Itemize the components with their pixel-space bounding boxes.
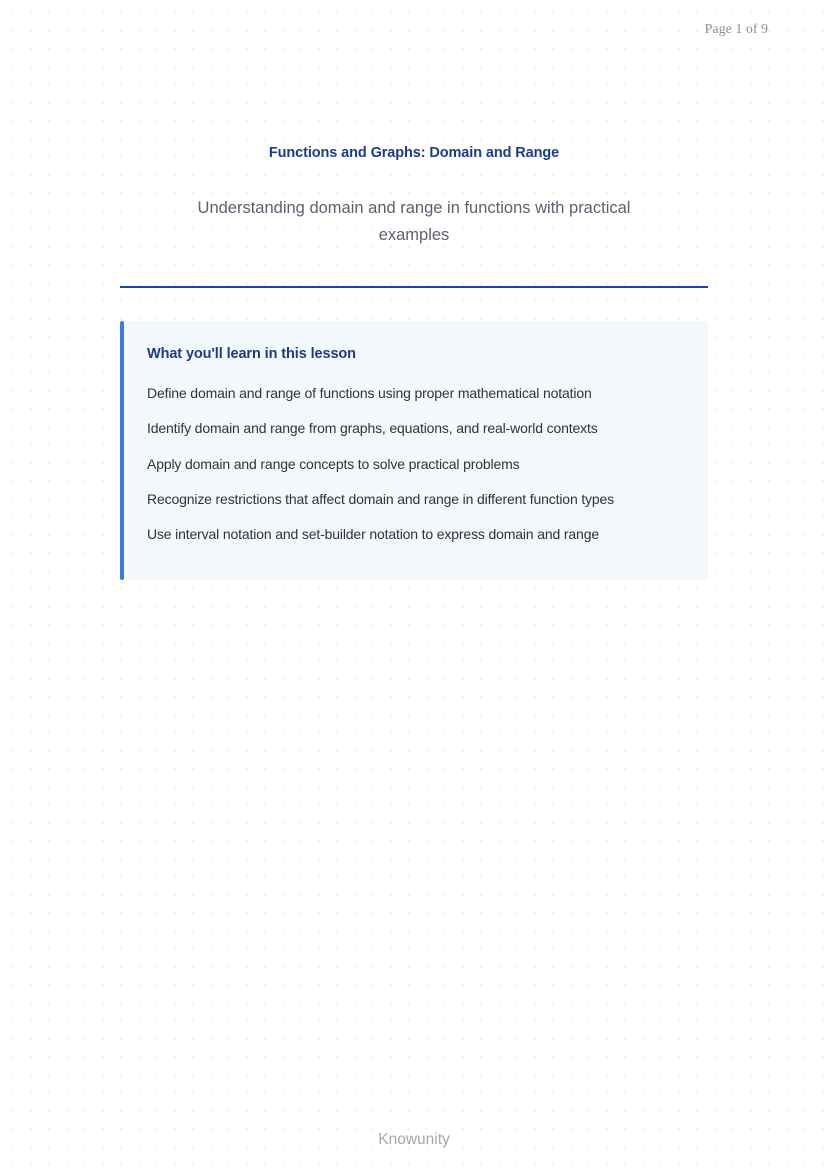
learning-objectives-list [147, 383, 614, 559]
learning-objectives-card [120, 321, 708, 580]
header-divider [120, 286, 708, 288]
objective-item: Use interval notation and set-builder notation to express domain and range [147, 526, 599, 543]
learning-objectives-heading: What you'll learn in this lesson [147, 346, 356, 362]
objective-item: Recognize restrictions that affect domain and range in different function types [147, 490, 615, 507]
objective-item: Identify domain and range from graphs, equations, and real-world contexts [147, 420, 598, 437]
card-accent-bar [120, 321, 124, 580]
document-subtitle: Understanding domain and range in functions with practical examples [197, 199, 631, 244]
page-indicator: Page 1 of 9 [704, 22, 768, 37]
objective-item: Define domain and range of functions using proper mathematical notation [147, 385, 592, 401]
document-title: Functions and Graphs: Domain and Range [268, 145, 560, 161]
footer-brand-logo-text: Knowunity [378, 1131, 450, 1148]
objective-item: Apply domain and range concepts to solve practical problems [147, 455, 520, 472]
